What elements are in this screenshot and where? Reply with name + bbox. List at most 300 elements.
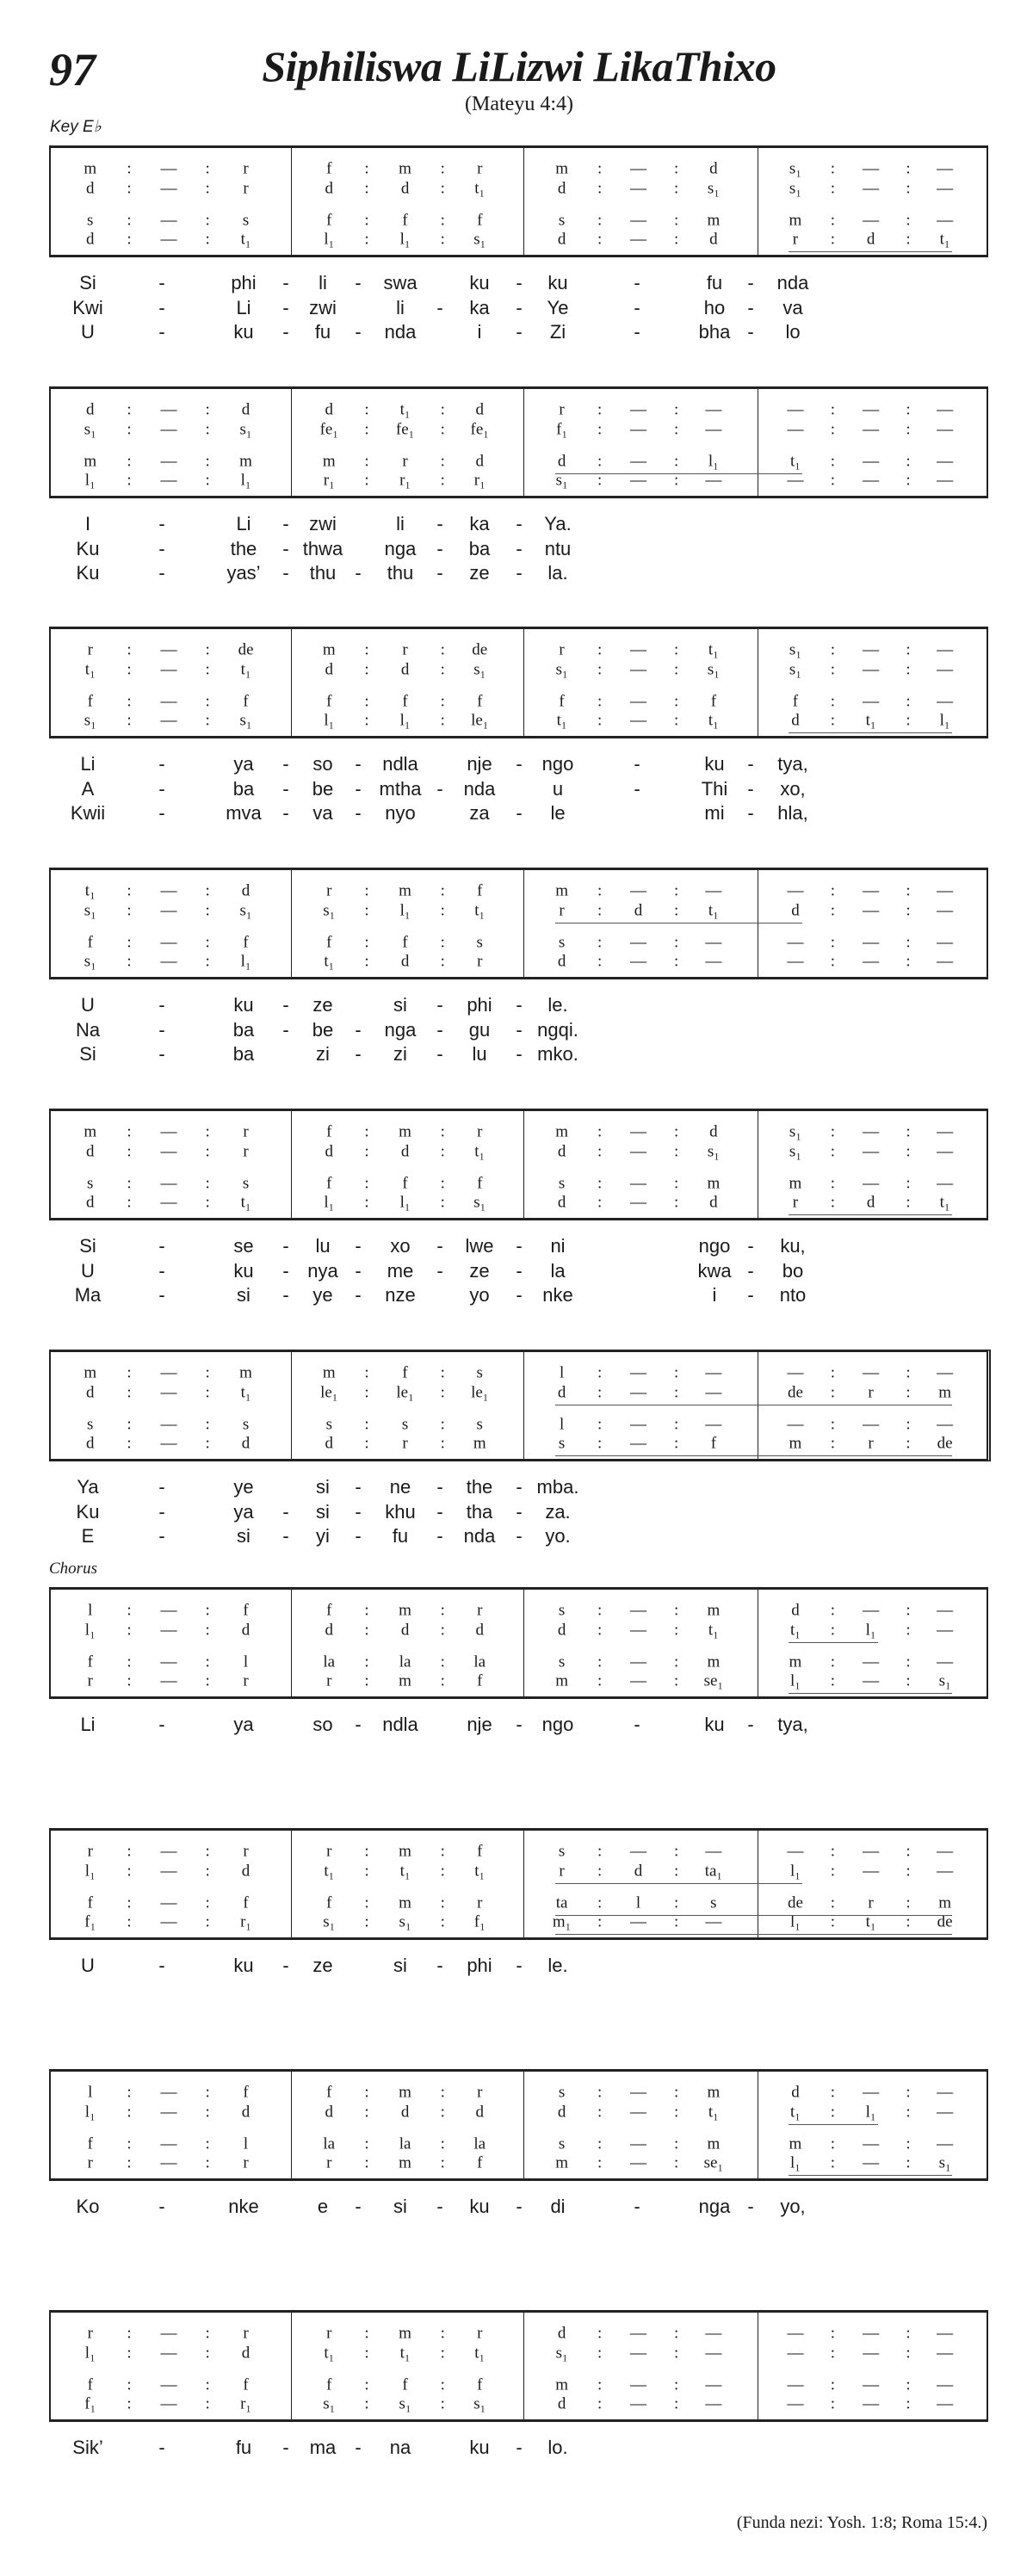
- lyric-hyphen: -: [158, 1501, 165, 1523]
- hold-dash: —: [160, 1383, 177, 1402]
- slur-line: [555, 1934, 952, 1935]
- hold-dash: —: [863, 1415, 880, 1434]
- beat-colon: :: [906, 1434, 911, 1453]
- sol-fa-note: d: [557, 179, 566, 198]
- lyric-syllable: be: [312, 778, 334, 800]
- lyric-hyphen: -: [436, 2196, 443, 2217]
- sol-fa-note: d: [241, 881, 251, 900]
- sol-fa-note: s: [558, 1652, 566, 1671]
- hold-dash: —: [787, 881, 804, 900]
- hold-dash: —: [705, 400, 722, 419]
- beat-colon: :: [906, 2324, 911, 2343]
- beat-colon: :: [440, 1363, 445, 1382]
- hold-dash: —: [160, 1142, 177, 1161]
- beat-colon: :: [127, 1621, 132, 1640]
- sol-fa-note: r: [477, 1601, 483, 1620]
- beat-colon: :: [364, 711, 369, 730]
- hold-dash: —: [705, 1912, 722, 1931]
- hold-dash: —: [937, 1415, 954, 1434]
- hold-dash: —: [630, 1383, 647, 1402]
- sol-fa-note: s₁: [707, 660, 720, 679]
- beat-colon: :: [597, 2375, 603, 2394]
- sol-fa-note: f₁: [556, 420, 568, 439]
- beat-colon: :: [440, 420, 445, 439]
- lyric-syllable: bo: [782, 1260, 804, 1282]
- sol-fa-note: r: [87, 2153, 93, 2172]
- lyric-hyphen: -: [516, 1714, 523, 1735]
- sol-fa-note: r: [792, 1193, 799, 1212]
- lyric-hyphen: -: [747, 778, 754, 800]
- beat-colon: :: [673, 1122, 679, 1141]
- beat-colon: :: [364, 1652, 369, 1671]
- hold-dash: —: [630, 2344, 647, 2363]
- sol-fa-note: r: [243, 1842, 249, 1861]
- lyric-hyphen: -: [436, 1043, 443, 1065]
- sol-fa-note: t₁: [84, 660, 96, 679]
- sol-fa-note: d: [325, 2103, 334, 2122]
- sol-fa-note: s: [476, 1415, 483, 1434]
- hold-dash: —: [937, 2375, 954, 2394]
- lyric-syllable: i: [712, 1284, 717, 1306]
- beat-colon: :: [597, 1122, 603, 1141]
- lyric-hyphen: -: [747, 1235, 754, 1257]
- lyric-hyphen: -: [158, 1525, 165, 1547]
- lyric-syllable: i: [477, 321, 482, 343]
- lyric-syllable: na: [389, 2437, 411, 2458]
- beat-colon: :: [673, 952, 679, 971]
- lyric-hyphen: -: [634, 321, 640, 343]
- bar-line: [523, 148, 524, 255]
- hold-dash: —: [937, 420, 954, 439]
- beat-colon: :: [906, 1652, 911, 1671]
- beat-colon: :: [440, 1415, 445, 1434]
- hold-dash: —: [705, 2375, 722, 2394]
- sol-fa-note: d: [325, 660, 334, 679]
- beat-colon: :: [205, 1122, 210, 1141]
- hold-dash: —: [863, 901, 880, 920]
- lyric-syllable: ba: [232, 778, 255, 800]
- sol-fa-note: f: [243, 2375, 249, 2394]
- beat-colon: :: [205, 179, 210, 198]
- lyric-hyphen: -: [282, 538, 289, 559]
- lyric-syllable: ku: [233, 1955, 254, 1976]
- beat-colon: :: [205, 1862, 210, 1881]
- sol-fa-note: s₁: [473, 230, 486, 249]
- beat-colon: :: [127, 933, 132, 952]
- sol-fa-note: r₁: [240, 1912, 252, 1931]
- lyric-hyphen: -: [747, 272, 754, 293]
- hold-dash: —: [863, 2394, 880, 2413]
- beat-colon: :: [364, 952, 369, 971]
- hold-dash: —: [160, 1621, 177, 1640]
- beat-colon: :: [127, 2103, 132, 2122]
- sol-fa-note: r: [559, 400, 565, 419]
- sol-fa-note: l₁: [399, 1193, 411, 1212]
- sol-fa-note: r: [402, 452, 408, 471]
- beat-colon: :: [127, 1671, 132, 1690]
- lyric-syllable: mi: [704, 802, 725, 824]
- beat-colon: :: [830, 211, 835, 230]
- sol-fa-note: d: [866, 230, 875, 249]
- beat-colon: :: [673, 1862, 679, 1881]
- lyric-syllable: ku: [704, 753, 725, 775]
- sol-fa-note: f: [477, 1842, 483, 1861]
- sol-fa-note: l: [635, 1893, 641, 1912]
- bar-line: [291, 870, 292, 977]
- sol-fa-note: m: [555, 1671, 568, 1690]
- beat-colon: :: [597, 1174, 603, 1193]
- lyric-syllable: la: [550, 1260, 566, 1282]
- lyric-syllable: swa: [383, 272, 418, 293]
- hold-dash: —: [630, 211, 647, 230]
- beat-colon: :: [440, 2103, 445, 2122]
- beat-colon: :: [673, 692, 679, 711]
- lyric-hyphen: -: [436, 297, 443, 318]
- lyric-hyphen: -: [282, 513, 289, 534]
- beat-colon: :: [906, 1893, 911, 1912]
- beat-colon: :: [364, 1912, 369, 1931]
- slur-line: [789, 1214, 952, 1215]
- beat-colon: :: [673, 2103, 679, 2122]
- beat-colon: :: [830, 159, 835, 178]
- beat-colon: :: [364, 471, 369, 490]
- beat-colon: :: [127, 2134, 132, 2153]
- lyric-syllable: U: [81, 321, 95, 343]
- hold-dash: —: [160, 692, 177, 711]
- lyric-syllable: Kwii: [70, 802, 106, 824]
- sol-fa-note: le₁: [471, 711, 489, 730]
- lyric-syllable: nga: [384, 538, 417, 559]
- slur-line: [555, 1455, 952, 1456]
- sol-fa-note: t₁: [708, 640, 719, 659]
- beat-colon: :: [673, 881, 679, 900]
- sol-fa-note: f: [243, 692, 249, 711]
- lyric-hyphen: -: [436, 1019, 443, 1041]
- sol-fa-note: s: [558, 933, 566, 952]
- beat-colon: :: [673, 2324, 679, 2343]
- hold-dash: —: [630, 692, 647, 711]
- sol-fa-note: d: [791, 711, 800, 730]
- sol-fa-note: s₁: [789, 179, 801, 198]
- beat-colon: :: [205, 1415, 210, 1434]
- beat-colon: :: [127, 952, 132, 971]
- beat-colon: :: [127, 1893, 132, 1912]
- sol-fa-note: d: [866, 1193, 875, 1212]
- beat-colon: :: [906, 1142, 911, 1161]
- sol-fa-note: la: [323, 1652, 336, 1671]
- sol-fa-note: s: [476, 933, 483, 952]
- lyric-syllable: zwi: [309, 513, 337, 534]
- beat-colon: :: [205, 901, 210, 920]
- sol-fa-note: r: [868, 1434, 874, 1453]
- sol-fa-note: m: [399, 159, 411, 178]
- beat-colon: :: [127, 1842, 132, 1861]
- beat-colon: :: [205, 211, 210, 230]
- beat-colon: :: [830, 1862, 835, 1881]
- sol-fa-note: f: [326, 2375, 332, 2394]
- lyric-hyphen: -: [516, 1043, 523, 1065]
- lyric-syllable: lo: [785, 321, 801, 343]
- hold-dash: —: [863, 881, 880, 900]
- sol-fa-note: d: [400, 660, 410, 679]
- hold-dash: —: [630, 400, 647, 419]
- sol-fa-note: d: [86, 230, 95, 249]
- sol-fa-note: m: [84, 452, 97, 471]
- footnote-references: (Funda nezi: Yosh. 1:8; Roma 15:4.): [736, 2513, 987, 2532]
- beat-colon: :: [440, 211, 445, 230]
- sol-fa-note: r: [326, 2153, 332, 2172]
- lyric-hyphen: -: [634, 753, 640, 775]
- hold-dash: —: [937, 211, 954, 230]
- beat-colon: :: [673, 471, 679, 490]
- sol-fa-note: r: [326, 2324, 332, 2343]
- lyric-hyphen: -: [158, 778, 165, 800]
- sol-fa-note: f₁: [84, 1912, 96, 1931]
- beat-colon: :: [906, 1601, 911, 1620]
- lyric-syllable: ze: [312, 1955, 333, 1976]
- lyric-syllable: U: [81, 1260, 95, 1282]
- hold-dash: —: [160, 420, 177, 439]
- sol-fa-note: m: [399, 2083, 411, 2102]
- beat-colon: :: [364, 2153, 369, 2172]
- beat-colon: :: [906, 1862, 911, 1881]
- beat-colon: :: [597, 1912, 603, 1931]
- hold-dash: —: [937, 901, 954, 920]
- sol-fa-note: f: [243, 1601, 249, 1620]
- beat-colon: :: [440, 1193, 445, 1212]
- sol-fa-note: l: [88, 1601, 93, 1620]
- sol-fa-note: d: [557, 1193, 566, 1212]
- beat-colon: :: [364, 159, 369, 178]
- sol-fa-note: l: [243, 1652, 249, 1671]
- beat-colon: :: [673, 711, 679, 730]
- beat-colon: :: [440, 952, 445, 971]
- beat-colon: :: [127, 2153, 132, 2172]
- hold-dash: —: [937, 400, 954, 419]
- lyric-syllable: ndla: [382, 1714, 418, 1735]
- beat-colon: :: [205, 933, 210, 952]
- lyric-syllable: nda: [463, 778, 496, 800]
- sol-fa-note: t₁: [474, 1862, 486, 1881]
- sol-fa-note: s: [87, 1415, 94, 1434]
- sol-fa-note: d: [791, 2083, 800, 2102]
- hold-dash: —: [630, 1912, 647, 1931]
- hold-dash: —: [863, 1363, 880, 1382]
- beat-colon: :: [673, 660, 679, 679]
- lyric-hyphen: -: [747, 1714, 754, 1735]
- beat-colon: :: [830, 640, 835, 659]
- lyric-syllable: ngqi.: [537, 1019, 578, 1041]
- hold-dash: —: [705, 2324, 722, 2343]
- lyric-syllable: gu: [468, 1019, 491, 1041]
- beat-colon: :: [205, 2344, 210, 2363]
- hold-dash: —: [863, 159, 880, 178]
- hold-dash: —: [160, 1652, 177, 1671]
- hold-dash: —: [160, 452, 177, 471]
- beat-colon: :: [127, 230, 132, 249]
- beat-colon: :: [205, 952, 210, 971]
- sol-fa-note: l₁: [84, 1621, 96, 1640]
- beat-colon: :: [906, 230, 911, 249]
- sol-fa-note: m: [938, 1383, 951, 1402]
- lyric-syllable: si: [393, 1955, 407, 1976]
- sol-fa-note: s: [242, 1415, 250, 1434]
- sol-fa-note: f: [402, 692, 408, 711]
- lyric-hyphen: -: [634, 297, 640, 318]
- hold-dash: —: [863, 2324, 880, 2343]
- sol-fa-note: s₁: [239, 711, 252, 730]
- sol-fa-note: t₁: [865, 1912, 876, 1931]
- hold-dash: —: [160, 179, 177, 198]
- sol-fa-note: t₁: [474, 901, 486, 920]
- lyric-hyphen: -: [355, 2437, 362, 2458]
- sol-fa-note: d: [709, 1193, 718, 1212]
- sol-fa-note: l₁: [708, 452, 719, 471]
- lyric-syllable: Sik’: [72, 2437, 103, 2458]
- hold-dash: —: [705, 2394, 722, 2413]
- bar-line: [291, 389, 292, 496]
- hold-dash: —: [705, 933, 722, 952]
- hold-dash: —: [863, 471, 880, 490]
- sol-fa-note: l₁: [324, 230, 335, 249]
- lyric-hyphen: -: [158, 513, 165, 534]
- hold-dash: —: [705, 2344, 722, 2363]
- lyric-syllable: thu: [309, 562, 337, 584]
- lyric-hyphen: -: [747, 753, 754, 775]
- sol-fa-note: t₁: [399, 400, 411, 419]
- sol-fa-note: f: [243, 1893, 249, 1912]
- sol-fa-note: l: [559, 1363, 565, 1382]
- beat-colon: :: [364, 1363, 369, 1382]
- hold-dash: —: [630, 660, 647, 679]
- lyric-syllable: Li: [80, 753, 96, 775]
- hold-dash: —: [863, 692, 880, 711]
- sol-fa-note: m₁: [552, 1912, 572, 1931]
- lyric-syllable: phi: [231, 272, 257, 293]
- beat-colon: :: [127, 2324, 132, 2343]
- beat-colon: :: [440, 452, 445, 471]
- hold-dash: —: [630, 1621, 647, 1640]
- bar-line: [523, 2072, 524, 2178]
- beat-colon: :: [364, 2134, 369, 2153]
- sol-fa-note: s₁: [323, 2394, 336, 2413]
- sol-fa-note: f: [477, 2153, 483, 2172]
- lyric-hyphen: -: [355, 778, 362, 800]
- beat-colon: :: [440, 1174, 445, 1193]
- hold-dash: —: [787, 2344, 804, 2363]
- hold-dash: —: [630, 2375, 647, 2394]
- sol-fa-note: m: [707, 1601, 721, 1620]
- beat-colon: :: [127, 1383, 132, 1402]
- beat-colon: :: [127, 901, 132, 920]
- hold-dash: —: [863, 660, 880, 679]
- hold-dash: —: [160, 1434, 177, 1453]
- sol-fa-note: t₁: [789, 2103, 801, 2122]
- sol-fa-note: m: [322, 452, 336, 471]
- lyric-syllable: ye: [233, 1476, 254, 1498]
- lyric-syllable: si: [237, 1525, 251, 1547]
- hymn-title: Siphiliswa LiLizwi LikaThixo: [262, 42, 776, 90]
- chorus-label: Chorus: [49, 1560, 97, 1578]
- bar-line: [523, 2313, 524, 2419]
- lyric-hyphen: -: [355, 1260, 362, 1282]
- sol-fa-note: l₁: [324, 711, 335, 730]
- lyric-hyphen: -: [436, 1235, 443, 1257]
- hold-dash: —: [160, 2134, 177, 2153]
- lyric-syllable: thu: [387, 562, 414, 584]
- beat-colon: :: [830, 692, 835, 711]
- lyric-syllable: lu: [472, 1043, 487, 1065]
- lyric-syllable: kwa: [697, 1260, 732, 1282]
- sol-fa-note: d: [557, 952, 566, 971]
- beat-colon: :: [673, 2375, 679, 2394]
- sol-fa-note: d: [325, 1434, 334, 1453]
- beat-colon: :: [830, 1652, 835, 1671]
- beat-colon: :: [127, 420, 132, 439]
- beat-colon: :: [364, 1671, 369, 1690]
- hold-dash: —: [630, 933, 647, 952]
- lyric-syllable: Ku: [76, 562, 100, 584]
- lyric-syllable: nyo: [385, 802, 416, 824]
- lyric-hyphen: -: [282, 1501, 289, 1523]
- sol-fa-note: l₁: [84, 2103, 96, 2122]
- beat-colon: :: [906, 1671, 911, 1690]
- sol-fa-note: r: [477, 159, 483, 178]
- beat-colon: :: [205, 711, 210, 730]
- sol-fa-note: r₁: [323, 471, 335, 490]
- sol-fa-note: s₁: [789, 660, 801, 679]
- sol-fa-note: l₁: [240, 952, 251, 971]
- beat-colon: :: [830, 660, 835, 679]
- beat-colon: :: [440, 2134, 445, 2153]
- lyric-hyphen: -: [282, 802, 289, 824]
- beat-colon: :: [830, 1415, 835, 1434]
- lyric-syllable: lu: [315, 1235, 331, 1257]
- bar-line: [523, 1352, 524, 1459]
- lyric-syllable: fu: [706, 272, 723, 293]
- staff-box: [49, 1828, 988, 1940]
- beat-colon: :: [440, 1862, 445, 1881]
- hymn-number: 97: [49, 44, 96, 96]
- sol-fa-note: t₁: [399, 1862, 411, 1881]
- lyric-syllable: le: [550, 802, 566, 824]
- staff-box: [49, 145, 988, 257]
- lyric-syllable: ni: [550, 1235, 566, 1257]
- lyric-syllable: za.: [545, 1501, 571, 1523]
- beat-colon: :: [205, 2324, 210, 2343]
- hold-dash: —: [937, 2394, 954, 2413]
- hold-dash: —: [937, 933, 954, 952]
- lyric-syllable: u: [552, 778, 564, 800]
- lyric-syllable: the: [230, 538, 257, 559]
- lyric-hyphen: -: [282, 272, 289, 293]
- beat-colon: :: [830, 1671, 835, 1690]
- lyric-syllable: thwa: [302, 538, 343, 559]
- lyric-syllable: Si: [79, 272, 96, 293]
- hold-dash: —: [160, 1174, 177, 1193]
- beat-colon: :: [597, 1671, 603, 1690]
- lyric-syllable: ka: [469, 297, 490, 318]
- hold-dash: —: [937, 640, 954, 659]
- beat-colon: :: [597, 159, 603, 178]
- lyric-syllable: fu: [235, 2437, 252, 2458]
- sol-fa-note: l₁: [399, 711, 411, 730]
- lyric-hyphen: -: [158, 994, 165, 1016]
- lyric-hyphen: -: [747, 321, 754, 343]
- lyric-syllable: nga: [384, 1019, 417, 1041]
- lyric-syllable: hla,: [777, 802, 808, 824]
- sol-fa-note: r: [243, 2153, 249, 2172]
